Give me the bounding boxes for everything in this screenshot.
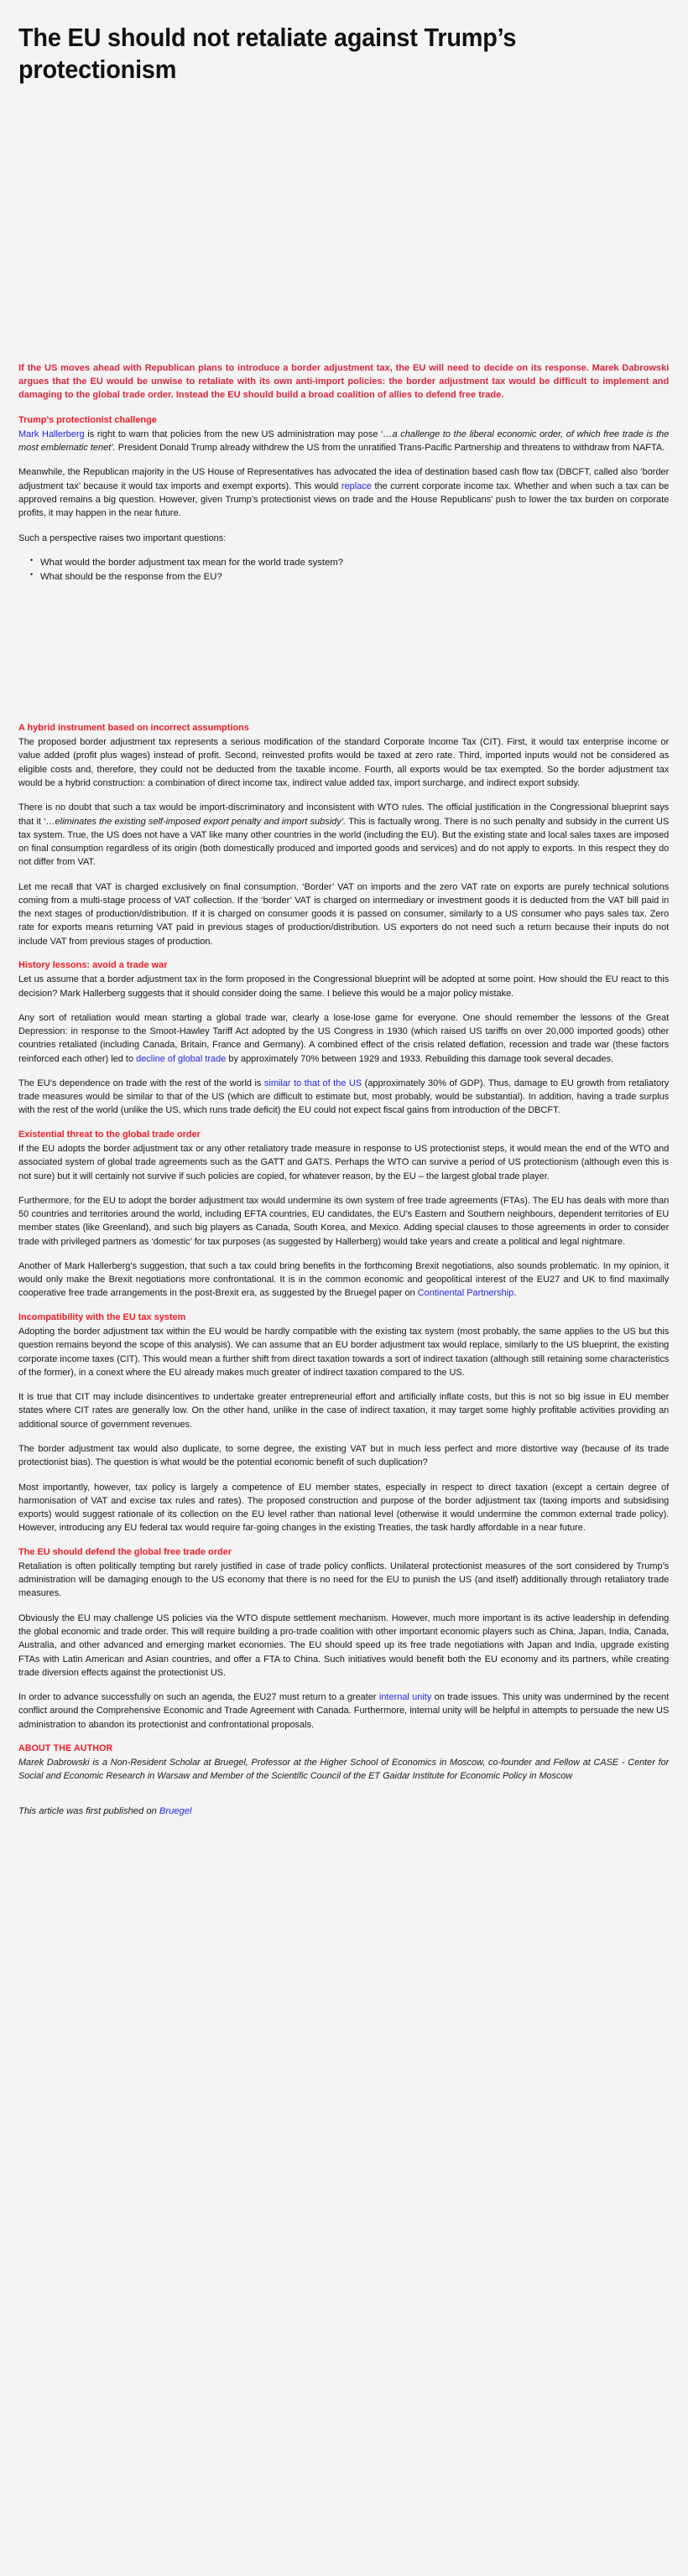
paragraph-hybrid-1: The proposed border adjustment tax represents a serious modification of the standard Corporate Income Tax (CIT). First, it would tax enterprise income or value added (profit plus wages) instead of profit. Second, reinvested profits would be taxed at zero rate. Third, imported inputs would not be considered as eligible costs and, therefore, they could not be deducted from the taxable income. Fourth, all exports would be tax exempted. So the border adjustment tax would be a hybrid construction: a combination of direct income tax, indirect value added tax, import surcharge, and indirect export subsidy.	[18, 737, 670, 788]
text-existential-3a: Another of Mark Hallerberg’s suggestion, that such a tax could bring benefits in the forthcoming Brexit negotiations, also sounds problematic. In my opinion, it would only make the Brexit negotiations more confrontational. It is in the common economic and geopolitical interest of the EU27 and UK to find maximally cooperative free trade arrangements in the post-Brexit era, as suggested by the Bruegel paper on	[18, 1260, 670, 1299]
paragraph-hybrid-3: Let me recall that VAT is charged exclusively on final consumption. ‘Border’ VAT on imports and the zero VAT rate on exports are purely technical solutions coming from a multi-stage process of VAT collection. If the ‘border’ VAT is charged on intermediary or investment goods it is deducted from the VAT bill paid in the next stages of production/distribution. If it is charged on consumer goods it is passed on consumer, similarly to a US consumer who pays sales tax. Zero rate for exports means returning VAT paid in previous stages of production/distribution. US exporters do not need such a return because their inputs do not include VAT from previous stages of production.	[18, 881, 670, 947]
link-bruegel[interactable]: Bruegel	[159, 1806, 192, 1817]
text-trump-2b: the current corporate income tax. Whether and when such a tax can be approved remains a big question. However, given Trump’s protectionist views on trade and the House Republicans’ push to lower the tax burden on corporate profits, it may happen in the near future.	[18, 480, 670, 519]
list-item: • What would the border adjustment tax mean for the world trade system?	[40, 556, 670, 571]
text-defend-3b: on trade issues. This unity was undermined by the recent conflict around the Comprehensive Economic and Trade Agreement with Canada. Furthermore, internal unity will be helpful in attempts to persuade the new US administration to abandon its protectionist and confrontational proposals.	[18, 1692, 670, 1730]
quote-trump-1: …a challenge to the liberal economic order, of which free trade is the most emblematic tenet’.	[18, 428, 670, 454]
paragraph-history-3	[18, 1077, 669, 1118]
section-heading-defend: The EU should defend the global free trade order	[18, 1546, 232, 1557]
section-heading-history: History lessons: avoid a trade war	[18, 959, 168, 970]
text-history-3b: (approximately 30% of GDP). Thus, damage to EU growth from retaliatory trade measures would be similar to that of the US (which are difficult to estimate but, most probably, would be substantial). In addition, having a trade surplus with the rest of the world (unlike the US, which runs trade deficit) the EU could not expect fiscal gains from introduction of the DBCFT.	[18, 1078, 670, 1116]
section-heading-incompatibility: Incompatibility with the EU tax system	[18, 1311, 186, 1322]
paragraph-defend-3	[18, 1690, 669, 1732]
text-firstpub: This article was first published on	[18, 1806, 159, 1817]
text-trump-2a: Meanwhile, the Republican majority in the US House of Representatives has advocated the idea of destination based cash flow tax (DBCFT, called also ‘border adjustment tax’ because it would tax imports and exempt exports). This would	[18, 467, 670, 491]
page-title: The EU should not retaliate against Trump’s protectionism	[18, 23, 517, 84]
paragraph-hybrid-2	[18, 801, 669, 869]
text-trump-1b: President Donald Trump already withdrew the US from the unratified Trans-Pacific Partnership and threatens to withdraw from NAFTA.	[115, 443, 665, 454]
link-mark-hallerberg[interactable]: Mark Hallerberg	[18, 428, 85, 439]
author-bio: Marek Dabrowski is a Non-Resident Scholar at Bruegel, Professor at the Higher School of Economics in Moscow, co-founder and Fellow at CASE - Center for Social and Economic Research in Warsaw and Member of the Scientific Council of the ET Gaidar Institute for Economic Policy in Moscow	[18, 1757, 670, 1781]
link-replace[interactable]: replace	[341, 480, 372, 491]
paragraph-incompat-4: Most importantly, however, tax policy is largely a competence of EU member states, especially in respect to direct taxation (except a certain degree of harmonisation of VAT and excise tax rules and rates). The proposed construction and purpose of the border adjustment tax (taxing imports and subsidising exports) would suggest rationale of its collection on the EU level rather than national level (otherwise it would undermine the common external trade policy). However, introducing any EU federal tax would require far-going changes in the existing Treaties, the task hardly affordable in a near future.	[18, 1482, 670, 1534]
link-internal-unity[interactable]: internal unity	[378, 1692, 432, 1703]
text-history-2b: by approximately 70% between 1929 and 1933. Rebuilding this damage took several decades.	[226, 1053, 614, 1064]
hero-image-placeholder	[18, 86, 670, 362]
section-heading-hybrid: A hybrid instrument based on incorrect assumptions	[18, 722, 249, 733]
link-similar-to-that-of-the-us[interactable]: similar to that of the US	[263, 1078, 362, 1088]
article-lead: If the US moves ahead with Republican plans to introduce a border adjustment tax, the EU will need to decide on its response. Marek Dabrowski argues that the EU would be unwise to retaliate with its own anti-import policies: the border adjustment tax would be difficult to implement and damaging to the global trade order. Instead the EU should build a broad coalition of allies to defend free trade.	[18, 362, 670, 400]
link-decline-of-global-trade[interactable]: decline of global trade	[136, 1053, 227, 1064]
paragraph-defend-1: Retaliation is often politically tempting but rarely justified in case of trade policy conflicts. Unilateral protectionist measures of the sort considered by Trump’s administration will be damaging enough to the US economy that there is no need for the EU to punish the US (and itself) additionally through retaliatory trade measures.	[18, 1561, 670, 1599]
list-item: • What should be the response from the EU?	[40, 570, 670, 585]
paragraph-trump-3: Such a perspective raises two important questions:	[18, 532, 227, 543]
first-published-note	[18, 1805, 670, 1818]
paragraph-history-1: Let us assume that a border adjustment tax in the form proposed in the Congressional blueprint will be adopted at some point. How should the EU react to this decision? Mark Hallerberg suggests that it should consider doing the same. I believe this would be a major policy mistake.	[18, 974, 670, 999]
paragraph-trump-2	[18, 465, 669, 520]
section-heading-trump-challenge: Trump’s protectionist challenge	[18, 414, 157, 425]
questions-list	[18, 556, 670, 585]
paragraph-existential-1: If the EU adopts the border adjustment tax or any other retaliatory trade measure in response to US protectionist steps, it would mean the end of the WTO and associated system of global trade agreements such as the GATT and GATS. Perhaps the WTO can survive a period of US protectionism (although even this is not sure) but it will certainly not survive if such policies are copied, for whatever reason, by the EU – the largest global trade player.	[18, 1144, 670, 1182]
paragraph-existential-3	[18, 1259, 669, 1301]
paragraph-incompat-1: Adopting the border adjustment tax within the EU would be hardly compatible with the existing tax system (most probably, the same applies to the US but this question remains beyond the scope of this analysis). We can assume that an EU border adjustment tax would replace, similarly to the US blueprint, the existing corporate income taxes (CIT). This would mean a further shift from direct taxation towards a sort of indirect taxation (although still retaining some characteristics of the former), in a conext where the EU already makes much greater of indirect taxation compared to the US.	[18, 1327, 670, 1378]
paragraph-history-2	[18, 1011, 669, 1066]
text-trump-1a: is right to warn that policies from the new US administration may pose ‘	[84, 428, 383, 439]
text-hybrid-2b: This is factually wrong. There is no such penalty and subsidy in the current US tax system. True, the US does not have a VAT like many other countries in the world (including the EU). But the existing state and local sales taxes are imposed on final consumption regardless of its origin (both domestically produced and imported goods and services) and do not apply to exports. In this respect they do not differ from VAT.	[18, 816, 670, 868]
text-history-3a: The EU’s dependence on trade with the rest of the world is	[18, 1078, 264, 1088]
section-heading-about-author: ABOUT THE AUTHOR	[18, 1742, 113, 1753]
text-defend-3a: In order to advance successfully on such an agenda, the EU27 must return to a greater	[18, 1692, 379, 1703]
paragraph-trump-1	[18, 428, 669, 455]
text-hybrid-2a: There is no doubt that such a tax would be import-discriminatory and inconsistent with WTO rules. The official justification in the Congressional blueprint says that it ‘	[18, 802, 670, 827]
paragraph-defend-2: Obviously the EU may challenge US policies via the WTO dispute settlement mechanism. However, much more important is its active leadership in defending the global economic and trade order. This will require building a pro-trade coalition with other important economic players such as China, Japan, India, Canada, Australia, and other advanced and emerging market economies. The EU should speed up its free trade negotiations with Japan and India, upgrade existing FTAs with Latin American and Asian countries, and offer a FTA to China. Such initiatives would benefit both the EU economy and its partners, while creating trade diversion effects against the protectionist US.	[18, 1613, 670, 1678]
inline-image-placeholder	[18, 596, 670, 722]
section-heading-existential: Existential threat to the global trade order	[18, 1129, 201, 1140]
text-existential-3b: .	[513, 1288, 517, 1299]
link-continental-partnership[interactable]: Continental Partnership	[417, 1288, 514, 1299]
quote-hybrid-2: …eliminates the existing self-imposed export penalty and import subsidy’.	[45, 816, 347, 827]
text-history-2a: Any sort of retaliation would mean starting a global trade war, clearly a lose-lose game for everyone. One should remember the lessons of the Great Depression: in response to the Smoot-Hawley Tariff Act adopted by the US Congress in 1930 (which raised US tariffs on over 20,000 imported goods) other countries retaliated (including Canada, Britain, France and Germany). A combined effect of the crisis related deflation, recession and trade war (these factors reinforced each other) led to	[18, 1012, 670, 1064]
paragraph-incompat-2: It is true that CIT may include disincentives to undertake greater entrepreneurial effort and artificially inflate costs, but this is not so big issue in EU member states where CIT rates are generally low. On the other hand, unlike in the case of indirect taxation, it may target some highly profitable activities providing an additional source of government revenues.	[18, 1392, 670, 1430]
paragraph-incompat-3: The border adjustment tax would also duplicate, to some degree, the existing VAT but in much less perfect and more distortive way (because of its trade protectionist bias). The question is what would be the potential economic benefit of such duplication?	[18, 1443, 670, 1468]
paragraph-existential-2: Furthermore, for the EU to adopt the border adjustment tax would undermine its own system of free trade agreements (FTAs). The EU has deals with more than 50 countries and territories around the world, including EFTA countries, EU candidates, the EU’s Eastern and Southern neighbours, dependent territories of EU member states (like Greenland), and such big players as Canada, South Korea, and Mexico. Adding special clauses to those agreements in order to consider trade with privileged partners as ‘domestic’ for tax purposes (as suggested by Hallerberg) would take years and create a political and legal nightmare.	[18, 1195, 670, 1247]
